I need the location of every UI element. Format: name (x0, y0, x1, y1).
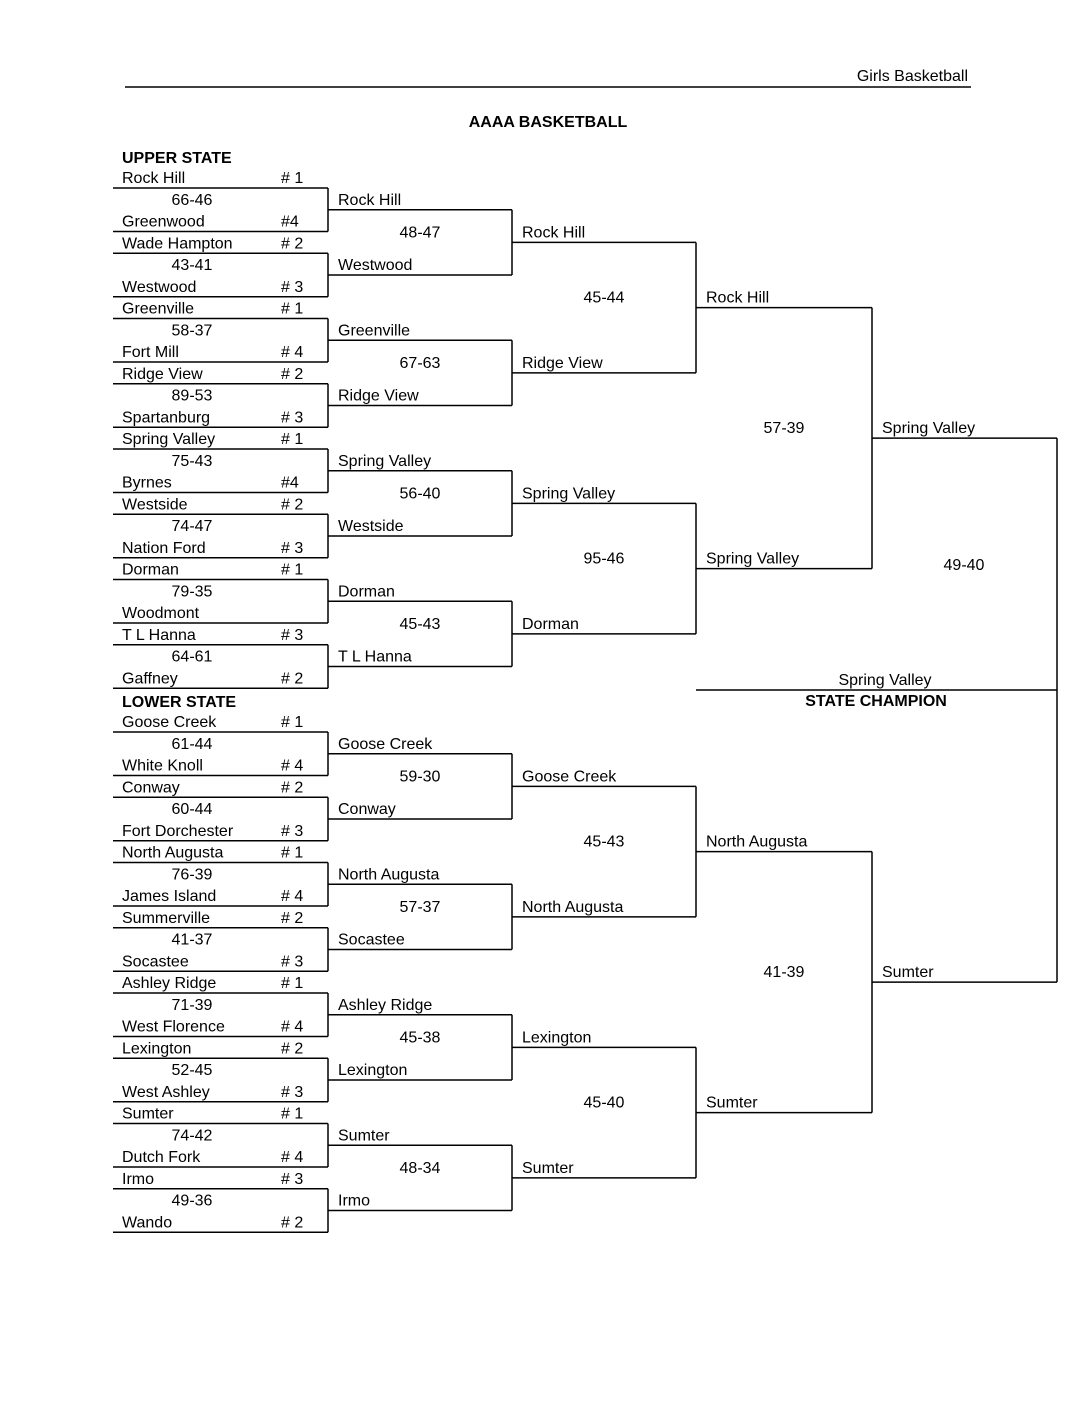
lower-r1-team-top: Summerville (122, 909, 211, 927)
lower-r2-score: 57-37 (399, 898, 441, 916)
lower-r1-team-bottom: Fort Dorchester (122, 822, 234, 840)
lower-r1-seed-top: # 3 (281, 1170, 304, 1188)
upper-r1-seed-bottom: # 3 (281, 278, 304, 296)
lower-r1-score: 49-36 (171, 1192, 213, 1210)
lower-r1-seed-bottom: # 4 (281, 1149, 304, 1166)
upper-r1-team-bottom: Westwood (122, 278, 197, 296)
lower-r3-score: 45-43 (583, 833, 625, 851)
lower-r1-team-bottom: West Florence (122, 1018, 225, 1036)
upper-r2-score: 48-47 (399, 224, 441, 242)
lower-r1-team-top: Conway (122, 779, 180, 797)
upper-r1-team-top: Rock Hill (122, 170, 186, 187)
lower-r2-score: 59-30 (399, 768, 441, 786)
lower-r1-score: 74-42 (171, 1127, 213, 1145)
lower-r1-team-bottom: Dutch Fork (122, 1149, 201, 1166)
upper-r1-team-bottom: Byrnes (122, 474, 172, 492)
lower-r1-score: 60-44 (171, 801, 213, 818)
lower-r1-team-top: Irmo (122, 1170, 154, 1188)
upper-r1-team-top: Westside (122, 496, 188, 514)
lower-r2-score: 45-38 (399, 1029, 441, 1047)
champion-label: STATE CHAMPION (805, 693, 947, 710)
upper-r1-team-top: Ridge View (122, 365, 203, 383)
upper-r2-score: 45-43 (399, 615, 441, 633)
upper-r1-score: 64-61 (171, 648, 213, 666)
upper-r2-score: 67-63 (399, 354, 441, 372)
upper-state-label: UPPER STATE (122, 150, 232, 167)
upper-r2-team-top: Spring Valley (338, 452, 432, 470)
header-category: Girls Basketball (856, 68, 968, 85)
upper-r2-team-top: Dorman (338, 583, 395, 601)
lower-r1-seed-bottom: # 2 (281, 1214, 304, 1232)
upper-r2-score: 56-40 (399, 485, 441, 503)
upper-r4-score: 57-39 (763, 420, 805, 438)
lower-r1-seed-bottom: # 4 (281, 1018, 304, 1036)
upper-r1-team-bottom: Gaffney (122, 670, 178, 688)
final-team-top: Spring Valley (882, 420, 976, 438)
lower-r4-score: 41-39 (763, 964, 805, 982)
upper-r1-seed-top: # 2 (281, 365, 304, 383)
upper-r1-score: 74-47 (171, 518, 213, 535)
upper-r1-team-top: Wade Hampton (122, 235, 233, 253)
lower-r1-team-bottom: Socastee (122, 953, 189, 971)
upper-r1-seed-bottom: #4 (281, 474, 299, 492)
upper-r2-team-top: Rock Hill (338, 191, 402, 209)
lower-r1-seed-top: # 1 (281, 714, 304, 731)
upper-r1-score: 58-37 (171, 322, 213, 340)
upper-r3-team-top: Rock Hill (522, 224, 586, 242)
upper-r1-score: 89-53 (171, 387, 213, 405)
lower-r2-score: 48-34 (399, 1159, 441, 1177)
lower-r1-seed-bottom: # 4 (281, 888, 304, 905)
upper-r1-team-bottom: Woodmont (122, 605, 200, 622)
lower-r2-team-top: North Augusta (338, 866, 440, 884)
lower-r1-team-top: Lexington (122, 1040, 192, 1058)
lower-r1-team-top: Ashley Ridge (122, 975, 217, 992)
bracket-lines (113, 188, 1057, 1232)
lower-r4-team-top: North Augusta (706, 833, 808, 851)
upper-r1-seed-bottom: # 2 (281, 670, 304, 688)
final-score: 49-40 (943, 557, 985, 575)
lower-r1-team-top: Sumter (122, 1105, 174, 1123)
upper-r2-team-bottom: Westwood (338, 257, 413, 274)
lower-r3-score: 45-40 (583, 1094, 625, 1112)
page-title: AAAA BASKETBALL (468, 114, 628, 131)
upper-r1-seed-bottom: # 4 (281, 344, 304, 361)
lower-r1-seed-top: # 2 (281, 779, 304, 797)
lower-r1-team-bottom: West Ashley (122, 1083, 210, 1101)
lower-r1-seed-bottom: # 4 (281, 757, 304, 775)
lower-r1-seed-top: # 1 (281, 844, 304, 862)
lower-r1-seed-bottom: # 3 (281, 953, 304, 971)
upper-r1-team-top: Greenville (122, 300, 195, 318)
lower-r1-seed-bottom: # 3 (281, 822, 304, 840)
lower-r1-score: 61-44 (171, 735, 213, 753)
upper-r1-seed-top: # 2 (281, 496, 304, 514)
lower-r2-team-bottom: Conway (338, 801, 396, 818)
upper-r1-team-bottom: Greenwood (122, 213, 205, 231)
upper-r1-team-top: Spring Valley (122, 431, 216, 448)
upper-r1-seed-top: # 2 (281, 235, 304, 253)
upper-r2-team-bottom: Westside (338, 518, 404, 535)
champion-name: Spring Valley (838, 672, 932, 689)
lower-r1-seed-top: # 2 (281, 909, 304, 927)
upper-r1-score: 66-46 (171, 191, 213, 209)
lower-r1-seed-bottom: # 3 (281, 1083, 304, 1101)
upper-r1-seed-bottom: # 3 (281, 539, 304, 557)
upper-r1-seed-top: # 1 (281, 170, 304, 187)
upper-r2-team-bottom: T L Hanna (338, 648, 412, 666)
upper-r1-seed-bottom: #4 (281, 213, 299, 231)
lower-r2-team-bottom: Lexington (338, 1062, 408, 1079)
upper-r3-score: 95-46 (583, 550, 625, 568)
upper-r1-seed-top: # 1 (281, 300, 304, 318)
lower-r2-team-top: Goose Creek (338, 735, 433, 753)
upper-r3-team-top: Spring Valley (522, 485, 616, 503)
upper-r1-team-bottom: Nation Ford (122, 539, 206, 557)
lower-r3-team-top: Goose Creek (522, 768, 617, 786)
lower-r1-team-bottom: Wando (122, 1214, 173, 1232)
final-team-bottom: Sumter (882, 964, 934, 982)
upper-r1-score: 43-41 (171, 257, 213, 274)
lower-r3-team-top: Lexington (522, 1029, 592, 1047)
upper-r1-score: 75-43 (171, 452, 213, 470)
lower-r1-team-bottom: James Island (122, 888, 217, 905)
lower-r2-team-bottom: Irmo (338, 1192, 370, 1210)
lower-r1-team-bottom: White Knoll (122, 757, 203, 775)
upper-r1-seed-top: # 1 (281, 431, 304, 448)
upper-r1-seed-top: # 1 (281, 561, 304, 579)
lower-r2-team-top: Sumter (338, 1127, 390, 1145)
lower-r1-score: 52-45 (171, 1062, 213, 1079)
lower-r1-team-top: Goose Creek (122, 714, 217, 731)
lower-r3-team-bottom: Sumter (522, 1159, 574, 1177)
upper-r2-team-top: Greenville (338, 322, 411, 340)
lower-r1-team-top: North Augusta (122, 844, 224, 862)
lower-r3-team-bottom: North Augusta (522, 898, 624, 916)
lower-r1-seed-top: # 1 (281, 1105, 304, 1123)
upper-r4-team-top: Rock Hill (706, 289, 770, 307)
lower-r1-score: 76-39 (171, 866, 213, 884)
lower-state-label: LOWER STATE (122, 694, 237, 711)
upper-r1-seed-top: # 3 (281, 626, 304, 644)
upper-r3-team-bottom: Ridge View (522, 354, 603, 372)
lower-r2-team-top: Ashley Ridge (338, 996, 433, 1014)
upper-r1-team-top: Dorman (122, 561, 179, 579)
upper-r3-team-bottom: Dorman (522, 615, 579, 633)
lower-r1-score: 71-39 (171, 996, 213, 1014)
upper-r3-score: 45-44 (583, 289, 625, 307)
upper-r1-team-bottom: Fort Mill (122, 344, 179, 361)
upper-r1-team-top: T L Hanna (122, 626, 196, 644)
upper-r1-score: 79-35 (171, 583, 213, 601)
lower-r1-seed-top: # 1 (281, 975, 304, 992)
lower-r4-team-bottom: Sumter (706, 1094, 758, 1112)
lower-r1-seed-top: # 2 (281, 1040, 304, 1058)
lower-r2-team-bottom: Socastee (338, 931, 405, 949)
upper-r2-team-bottom: Ridge View (338, 387, 419, 405)
lower-r1-score: 41-37 (171, 931, 213, 949)
upper-r4-team-bottom: Spring Valley (706, 550, 800, 568)
upper-r1-seed-bottom: # 3 (281, 409, 304, 427)
upper-r1-team-bottom: Spartanburg (122, 409, 211, 427)
